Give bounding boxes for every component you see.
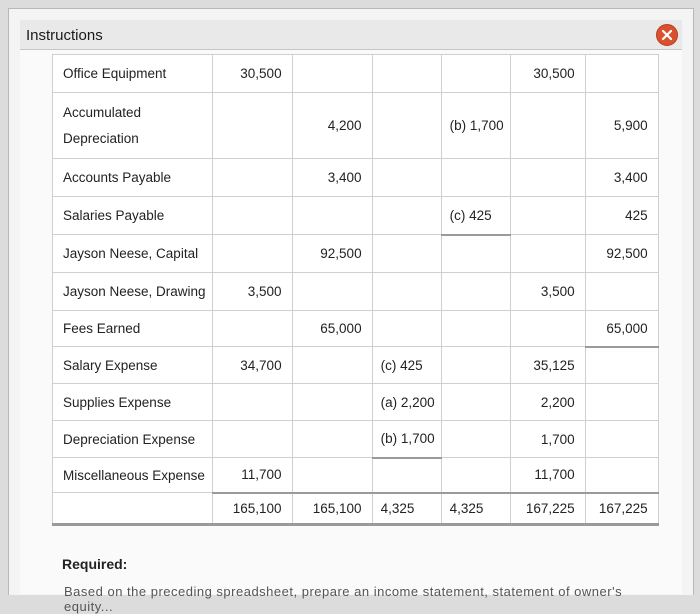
table-row	[53, 458, 659, 493]
trial-balance-credit: 3,400	[292, 159, 372, 197]
trial-balance-debit: 3,500	[212, 273, 292, 311]
required-heading: Required:	[62, 556, 128, 572]
account-name: Jayson Neese, Drawing	[53, 273, 213, 311]
adjusted-credit	[585, 458, 658, 493]
trial-balance-credit	[292, 384, 372, 421]
account-name: Depreciation Expense	[53, 421, 213, 458]
adjusted-credit	[585, 273, 658, 311]
adjustment-debit: (a) 2,200	[372, 384, 441, 421]
table-row	[53, 197, 659, 235]
adjusted-credit	[585, 347, 658, 384]
table-row	[53, 384, 659, 421]
table-row	[53, 311, 659, 347]
adjustment-debit: (b) 1,700	[372, 421, 441, 458]
account-name: Accumulated Depreciation	[53, 93, 213, 159]
close-icon	[661, 29, 673, 41]
account-name: Salary Expense	[53, 347, 213, 384]
close-button[interactable]	[656, 24, 678, 46]
instructions-text-cutoff: Based on the preceding spreadsheet, prepare an income statement, statement of owner's equity...	[64, 584, 623, 614]
account-name: Jayson Neese, Capital	[53, 235, 213, 273]
adjustment-credit	[441, 347, 510, 384]
adjustment-credit: (c) 425	[441, 197, 510, 235]
adjusted-debit	[510, 93, 585, 159]
trial-balance-debit: 30,500	[212, 55, 292, 93]
total-adjusted-debit: 167,225	[510, 493, 585, 525]
totals-label-cell	[53, 493, 213, 525]
table-row	[53, 235, 659, 273]
trial-balance-credit	[292, 197, 372, 235]
adjustment-debit	[372, 311, 441, 347]
table-row	[53, 347, 659, 384]
adjusted-debit: 30,500	[510, 55, 585, 93]
account-name: Fees Earned	[53, 311, 213, 347]
adjustment-credit	[441, 273, 510, 311]
account-name: Office Equipment	[53, 55, 213, 93]
adjusted-debit	[510, 197, 585, 235]
table-row	[53, 273, 659, 311]
adjustment-debit	[372, 159, 441, 197]
adjustment-credit	[441, 235, 510, 273]
total-adjustment-debit: 4,325	[372, 493, 441, 525]
instructions-header	[20, 20, 682, 50]
trial-balance-debit	[212, 197, 292, 235]
adjusted-debit: 11,700	[510, 458, 585, 493]
trial-balance-debit	[212, 159, 292, 197]
trial-balance-debit	[212, 384, 292, 421]
trial-balance-debit	[212, 235, 292, 273]
adjustment-credit: (b) 1,700	[441, 93, 510, 159]
table-row	[53, 55, 659, 93]
table-row	[53, 421, 659, 458]
trial-balance-debit: 34,700	[212, 347, 292, 384]
adjusted-credit: 3,400	[585, 159, 658, 197]
adjusted-credit: 92,500	[585, 235, 658, 273]
trial-balance-credit	[292, 55, 372, 93]
account-name: Supplies Expense	[53, 384, 213, 421]
account-name: Accounts Payable	[53, 159, 213, 197]
table-row	[53, 93, 659, 159]
table-row	[53, 159, 659, 197]
adjusted-debit: 3,500	[510, 273, 585, 311]
adjustment-debit	[372, 235, 441, 273]
adjusted-credit	[585, 55, 658, 93]
adjustment-debit	[372, 197, 441, 235]
adjustment-debit	[372, 93, 441, 159]
trial-balance-credit: 65,000	[292, 311, 372, 347]
total-adjustment-credit: 4,325	[441, 493, 510, 525]
instructions-title: Instructions	[26, 27, 103, 44]
trial-balance-credit: 4,200	[292, 93, 372, 159]
trial-balance-credit	[292, 421, 372, 458]
adjusted-debit	[510, 311, 585, 347]
adjustment-credit	[441, 421, 510, 458]
adjusted-credit: 65,000	[585, 311, 658, 347]
account-name: Miscellaneous Expense	[53, 458, 213, 493]
instructions-content	[20, 50, 682, 614]
adjusted-debit: 35,125	[510, 347, 585, 384]
adjustment-credit	[441, 311, 510, 347]
adjusted-credit: 5,900	[585, 93, 658, 159]
account-name: Salaries Payable	[53, 197, 213, 235]
trial-balance-credit	[292, 458, 372, 493]
adjustment-debit	[372, 458, 441, 493]
adjusted-credit	[585, 421, 658, 458]
adjusted-debit: 1,700	[510, 421, 585, 458]
total-adjusted-credit: 167,225	[585, 493, 658, 525]
trial-balance-debit: 11,700	[212, 458, 292, 493]
worksheet-table	[52, 54, 659, 526]
trial-balance-credit	[292, 273, 372, 311]
trial-balance-debit	[212, 421, 292, 458]
adjusted-debit	[510, 159, 585, 197]
adjustment-debit: (c) 425	[372, 347, 441, 384]
adjusted-credit	[585, 384, 658, 421]
total-trial-balance-credit: 165,100	[292, 493, 372, 525]
adjusted-credit: 425	[585, 197, 658, 235]
adjustment-credit	[441, 384, 510, 421]
trial-balance-credit: 92,500	[292, 235, 372, 273]
trial-balance-debit	[212, 93, 292, 159]
adjustment-credit	[441, 458, 510, 493]
totals-row	[53, 493, 659, 525]
adjustment-credit	[441, 55, 510, 93]
adjustment-debit	[372, 55, 441, 93]
total-trial-balance-debit: 165,100	[212, 493, 292, 525]
trial-balance-debit	[212, 311, 292, 347]
adjusted-debit: 2,200	[510, 384, 585, 421]
trial-balance-credit	[292, 347, 372, 384]
adjusted-debit	[510, 235, 585, 273]
adjustment-debit	[372, 273, 441, 311]
adjustment-credit	[441, 159, 510, 197]
